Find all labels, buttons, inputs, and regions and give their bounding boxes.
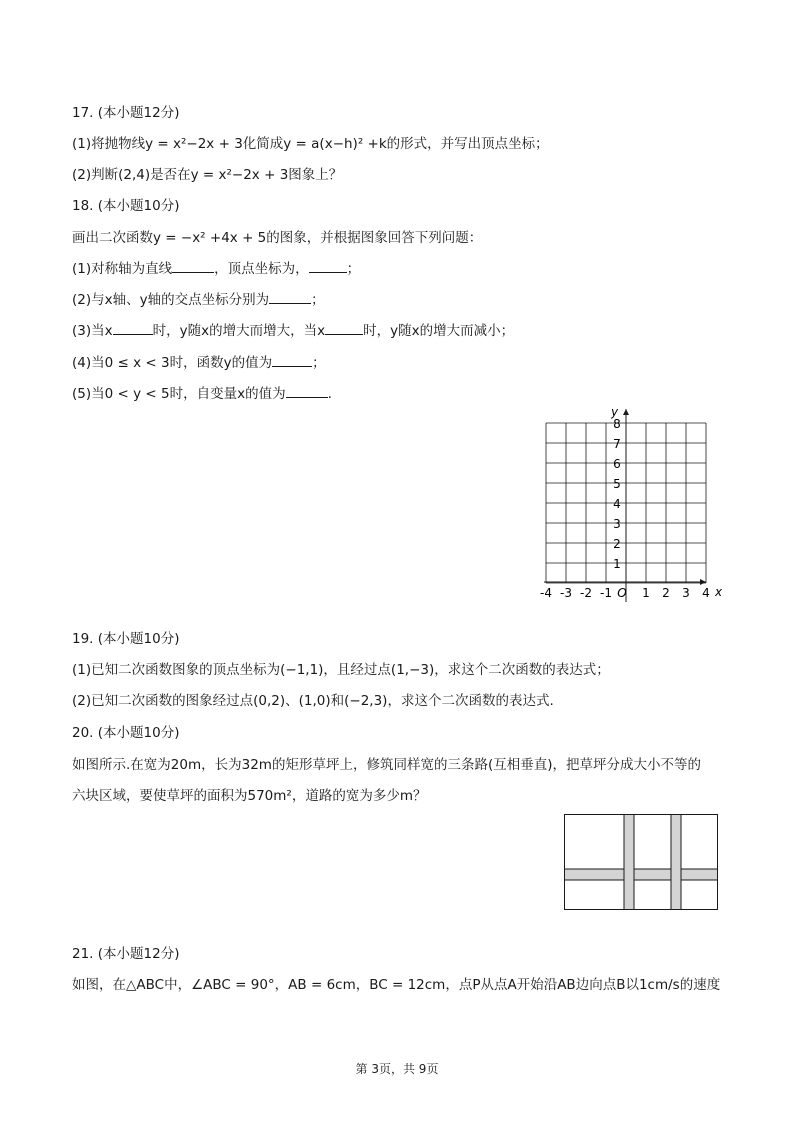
y-tick-label: 8 [613, 417, 621, 431]
lawn-rectangle [565, 815, 718, 910]
q18-part3-text-b: 时，y随x的增大而增大，当x [152, 323, 326, 339]
x-tick-label: O [617, 586, 627, 600]
x-tick-label: 1 [642, 586, 650, 600]
road-intersection [672, 870, 680, 880]
lawn-roads-figure [564, 814, 720, 912]
y-tick-label: 5 [613, 477, 621, 491]
q18-part4 [72, 354, 326, 372]
q19-part2: (2)已知二次函数的图象经过点(0,2)、(1,0)和(−2,3)，求这个二次函数的表达式. [72, 693, 554, 709]
q18-part2-text-b: ； [311, 292, 325, 308]
q17-part1: (1)将抛物线y = x²−2x + 3化简成y = a(x−h)² +k的形式，并写出顶点坐标； [72, 136, 549, 152]
q18-part1-text-c: ； [346, 261, 361, 277]
q18-part2-text-a: (2)与x轴、y轴的交点坐标分别为 [72, 292, 270, 308]
x-axis-label: x [715, 585, 723, 599]
y-axis-arrow-icon [623, 409, 629, 415]
q20-text-line2: 六块区域，要使草坪的面积为570m²，道路的宽为多少m？ [72, 788, 427, 804]
answer-blank [113, 322, 153, 335]
x-tick-label: -2 [580, 586, 592, 600]
x-tick-label: -3 [560, 586, 572, 600]
q17-part2: (2)判断(2,4)是否在y = x²−2x + 3图象上？ [72, 167, 343, 183]
x-tick-labels [540, 586, 710, 600]
q18-part4-text-a: (4)当0 ≤ x < 3时，函数y的值为 [72, 355, 273, 371]
q18-part4-text-b: ； [312, 355, 326, 371]
y-tick-label: 6 [613, 457, 621, 471]
q18-part5-text-b: . [327, 386, 332, 402]
q18-header: 18. (本小题10分) [72, 198, 180, 214]
answer-blank [286, 385, 328, 398]
x-tick-label: 4 [702, 586, 710, 600]
x-tick-label: -4 [540, 586, 552, 600]
y-tick-label: 4 [613, 497, 621, 511]
x-axis-arrow-icon [700, 579, 706, 585]
q19-header: 19. (本小题10分) [72, 631, 180, 647]
vertical-road-right [671, 815, 681, 910]
q18-part1 [72, 260, 360, 278]
horizontal-road [565, 869, 718, 880]
x-tick-label: -1 [600, 586, 612, 600]
q18-part2 [72, 291, 325, 309]
q18-part3 [72, 322, 514, 340]
road-intersection [625, 870, 633, 880]
answer-blank [269, 291, 311, 304]
y-axis-label: y [611, 405, 619, 419]
q19-part1: (1)已知二次函数图象的顶点坐标为(−1,1)，且经过点(1,−3)，求这个二次函数的表达式； [72, 662, 610, 678]
q20-text-line1: 如图所示.在宽为20m，长为32m的矩形草坪上，修筑同样宽的三条路(互相垂直)，把草坪分成大小不等的 [72, 757, 701, 773]
vertical-road-left [624, 815, 634, 910]
q21-header: 21. (本小题12分) [72, 946, 180, 962]
y-tick-label: 2 [613, 537, 621, 551]
q18-intro: 画出二次函数y = −x² +4x + 5的图象，并根据图象回答下列问题： [72, 230, 483, 246]
q18-part1-text-b: ，顶点坐标为， [214, 261, 309, 277]
x-tick-label: 3 [682, 586, 690, 600]
answer-blank [172, 260, 214, 273]
q18-part5 [72, 385, 332, 403]
y-tick-label: 3 [613, 517, 621, 531]
y-tick-label: 7 [613, 437, 621, 451]
y-tick-label: 1 [613, 557, 621, 571]
q18-part5-text-a: (5)当0 < y < 5时，自变量x的值为 [72, 386, 286, 402]
answer-blank [272, 354, 312, 367]
q18-part3-text-a: (3)当x [72, 323, 113, 339]
q20-header: 20. (本小题10分) [72, 725, 180, 741]
answer-blank [309, 260, 347, 273]
coordinate-grid-figure [534, 405, 734, 605]
q21-text-line1: 如图，在△ABC中，∠ABC = 90°，AB = 6cm，BC = 12cm，点P从点A开始沿AB边向点B以1cm/s的速度 [72, 977, 721, 993]
page-footer: 第 3页，共 9页 [355, 1062, 439, 1076]
q17-header: 17. (本小题12分) [72, 105, 180, 121]
q18-part1-text-a: (1)对称轴为直线 [72, 261, 173, 277]
q18-part3-text-c: 时，y随x的增大而减小； [363, 323, 515, 339]
y-tick-labels [613, 417, 621, 571]
x-tick-label: 2 [662, 586, 670, 600]
answer-blank [325, 322, 363, 335]
